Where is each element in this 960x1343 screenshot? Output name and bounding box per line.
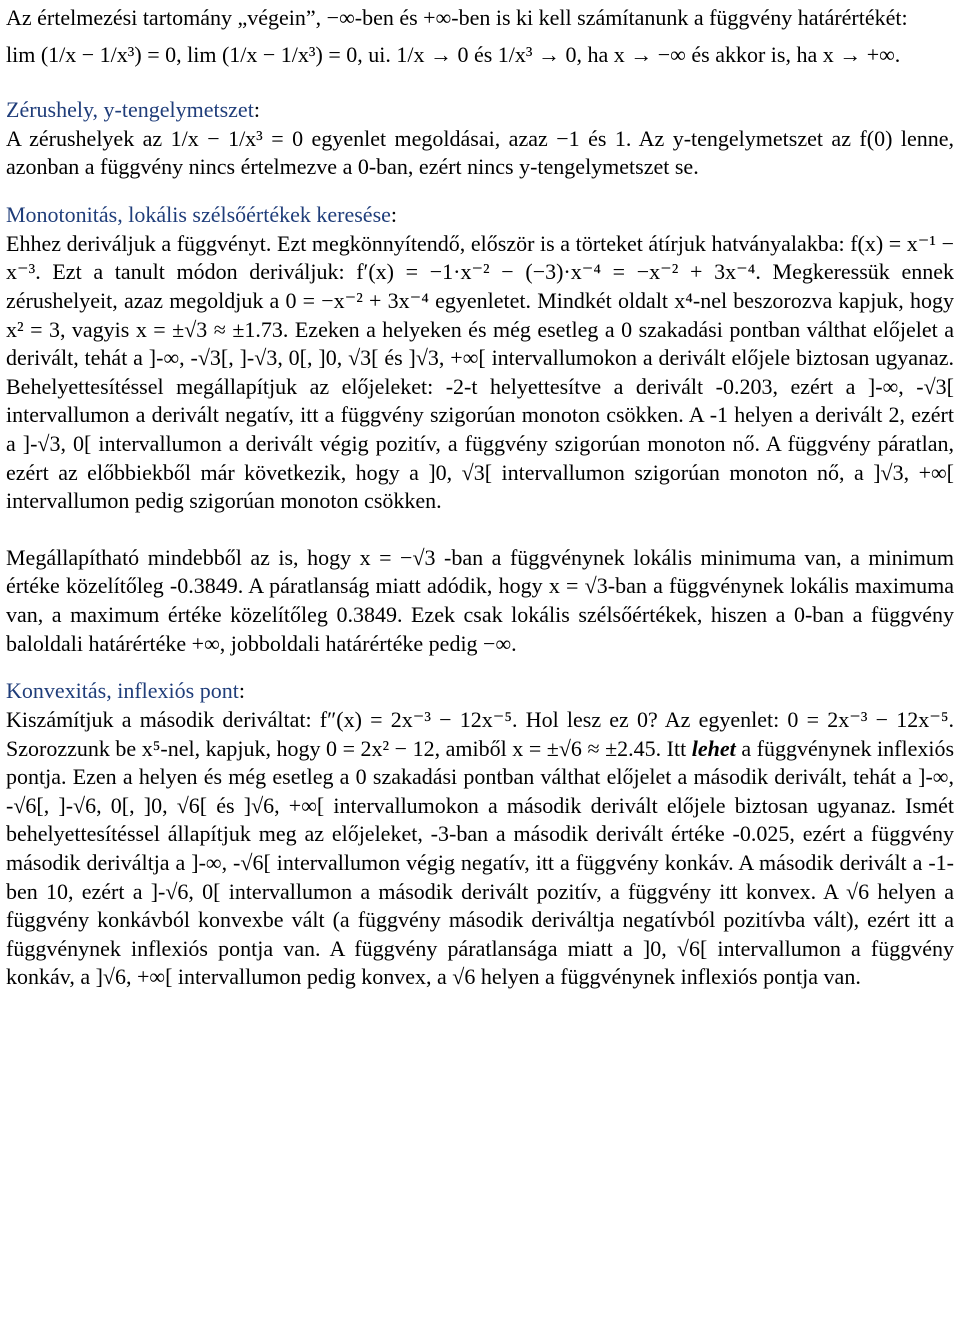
convexity-heading-text: Konvexitás, inflexiós pont	[6, 678, 239, 704]
limit-formula-text: lim (1/x − 1/x³) = 0, lim (1/x − 1/x³) = 0, ui. 1/x → 0 és 1/x³ → 0, ha x → −∞ és akkor is, ha x → +∞.	[6, 41, 901, 67]
intro-paragraph: Az értelmezési tartomány „végein”, −∞-ben és +∞-ben is ki kell számítanunk a függvény határértékét:	[6, 5, 908, 30]
zero-section	[6, 95, 954, 182]
convexity-heading-colon: :	[238, 678, 245, 704]
convexity-text-b: a függvénynek inflexiós pontja. Ezen a helyen és még esetleg a 0 szakadási pontban válthat előjelet a második derivált, tehát a ]-∞, -√6[, ]-√6, 0[, ]0, √6[ és ]√6, +∞[ intervallumokon a második derivált előjele biztosan ugyanaz. Ismét behelyettesítéssel állapítjuk meg az előjeleket, -3-ban a második derivált értéke -0.025, ezért a függvény második deriváltja a ]-∞, -√6[ intervallumon végig negatív, itt a függvény konkáv. A második derivált a -1-ben 10, ezért a ]-√6, 0[ intervallumon a második derivált pozitív, a függvény itt konvex. A √6 helyen a függvény konkávból konvexbe vált (a függvény második deriváltja negatívból pozitívba vált), ezért itt a függvénynek inflexiós pontja van. A függvény páratlansága miatt a ]0, √6[ intervallumon a függvény konkáv, a ]√6, +∞[ intervallumon pedig konvex, a √6 helyen a függvénynek inflexiós pontja van.	[6, 735, 955, 990]
zero-heading	[6, 95, 954, 125]
monotonicity-heading	[6, 200, 954, 230]
monotonicity-heading-text: Monotonitás, lokális szélsőértékek keresése	[6, 201, 391, 227]
convexity-text-a: Kiszámítjuk a második deriváltat: f″(x) = 2x⁻³ − 12x⁻⁵. Hol lesz ez 0? Az egyenlet: 0 = 2x⁻³ − 12x⁻⁵. Szorozzunk be x⁵-nel, kapjuk, hogy 0 = 2x² − 12, amiből x = ±√6 ≈ ±2.45. Itt	[6, 707, 954, 761]
monotonicity-heading-colon: :	[390, 201, 398, 227]
zero-heading-text: Zérushely, y-tengelymetszet	[6, 96, 254, 122]
convexity-paragraph	[6, 706, 954, 992]
convexity-heading	[6, 676, 954, 706]
zero-heading-colon: :	[253, 96, 260, 122]
monotonicity-paragraph-2: Megállapítható mindebből az is, hogy x = −√3 -ban a függvénynek lokális minimuma van, a minimum értéke közelítőleg -0.3849. A páratlanság miatt adódik, hogy x = √3-ban a függvénynek lokális maximuma van, a maximum értéke közelítőleg 0.3849. Ezek csak lokális szélsőértékek, hiszen a 0-ban a függvény baloldali határértéke +∞, jobboldali határértéke pedig −∞.	[6, 544, 954, 656]
convexity-emphasis: lehet	[691, 735, 736, 761]
monotonicity-paragraph-1: Ehhez deriváljuk a függvényt. Ezt megkönnyítendő, először is a törteket átírjuk hatványalakba: f(x) = x⁻¹ − x⁻³. Ezt a tanult módon deriváljuk: f′(x) = −1·x⁻² − (−3)·x⁻⁴ = −x⁻² + 3x⁻⁴. Megkeressük ennek zérushelyeit, azaz megoldjuk a 0 = −x⁻² + 3x⁻⁴ egyenletet. Mindkét oldalt x⁴-nel beszorozva kapjuk, hogy x² = 3, vagyis x = ±√3 ≈ ±1.73. Ezeken a helyeken és még esetleg a 0 szakadási pontban válthat előjelet a derivált, tehát a ]-∞, -√3[, ]-√3, 0[, ]0, √3[ és ]√3, +∞[ intervallumokon a derivált előjele biztosan ugyanaz. Behelyettesítéssel megállapítjuk az előjeleket: -2-t helyettesítve a derivált -0.203, ezért a ]-∞, -√3[ intervallumon a derivált negatív, itt a függvény szigorúan monoton csökken. A -1 helyen a derivált 2, ezért a ]-√3, 0[ intervallumon a derivált végig pozitív, a függvény szigorúan monoton nő. A függvény páratlan, ezért az előbbiekből már következik, hogy a ]0, √3[ intervallumon szigorúan monoton nő, a ]√3, +∞[ intervallumon pedig szigorúan monoton csökken.	[6, 230, 954, 514]
monotonicity-section	[6, 200, 954, 658]
convexity-section	[6, 676, 954, 992]
zero-paragraph: A zérushelyek az 1/x − 1/x³ = 0 egyenlet megoldásai, azaz −1 és 1. Az y-tengelymetszet az f(0) lenne, azonban a függvény nincs értelmezve a 0-ban, ezért nincs y-tengelymetszet se.	[6, 125, 954, 180]
limit-formula-line	[6, 33, 954, 77]
